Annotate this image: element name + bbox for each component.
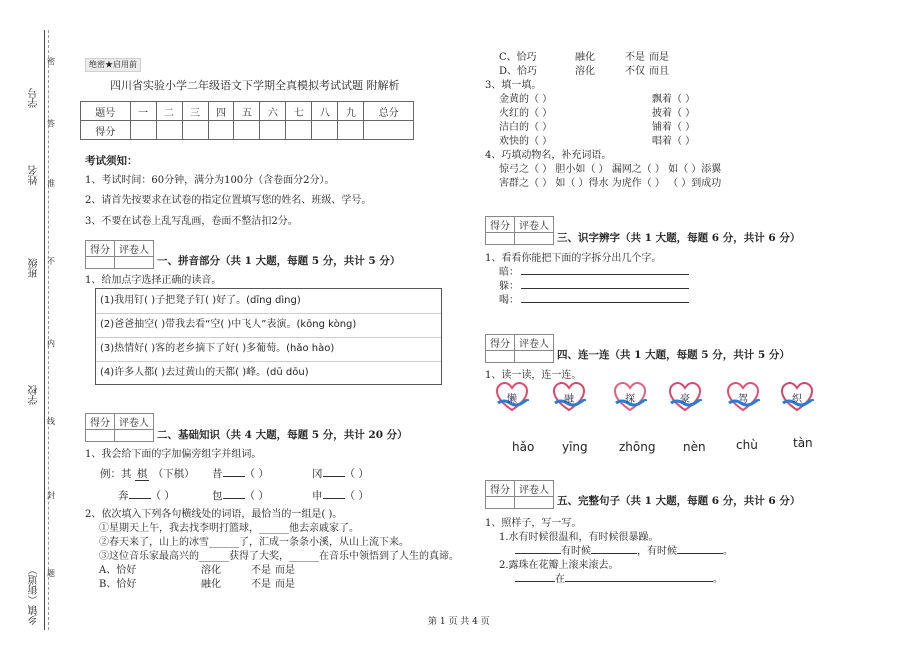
section3-title: 三、识字辨字（共 1 大题，每题 6 分，共计 6 分） bbox=[557, 232, 801, 244]
pinyin-word[interactable]: yīng bbox=[562, 440, 588, 454]
score-cell[interactable] bbox=[182, 121, 208, 140]
label-student-id: 学号 bbox=[29, 88, 40, 108]
section1-title: 一、拼音部分（共 1 大题，每题 5 分，共计 5 分） bbox=[157, 255, 401, 267]
heart-char-label: 驾 bbox=[738, 394, 748, 405]
section1-question: 1、给加点字选择正确的读音。 bbox=[85, 275, 222, 286]
label-name: 姓名 bbox=[29, 165, 40, 185]
grader-reviewer-label: 评卷人 bbox=[115, 241, 154, 257]
grader-score-cell[interactable] bbox=[86, 430, 115, 442]
seal-word: 题 bbox=[47, 569, 55, 578]
page-title: 四川省实验小学二年级语文下学期全真模拟考试试题 附解析 bbox=[110, 79, 400, 92]
score-table-header bbox=[81, 102, 414, 121]
grader-box-2 bbox=[85, 413, 154, 442]
pinyin-word[interactable]: zhōng bbox=[619, 440, 656, 454]
fill-left-item[interactable]: 洁白的（ ） bbox=[499, 122, 553, 133]
section2-title: 二、基础知识（共 4 大题，每题 5 分，共计 20 分） bbox=[157, 429, 408, 441]
radical-item[interactable]: 申 （ ） bbox=[312, 490, 369, 502]
split-char-line[interactable]: 喝： bbox=[499, 296, 689, 306]
grader-score-label: 得分 bbox=[486, 481, 515, 497]
score-header-cell: 九 bbox=[338, 102, 364, 121]
radical-char: 申 bbox=[312, 490, 323, 502]
section5-title: 五、完整句子（共 1 大题，每题 6 分，共计 6 分） bbox=[557, 495, 801, 507]
grader-score-cell[interactable] bbox=[486, 233, 515, 245]
score-header-cell: 八 bbox=[312, 102, 338, 121]
sentence-2: ②春天来了，山上的冰雪______了，汇成一条条小溪，从山上流下来。 bbox=[99, 537, 409, 548]
score-cell[interactable] bbox=[234, 121, 260, 140]
score-cell[interactable] bbox=[130, 121, 156, 140]
section5-question: 1、照样子，写一写。 bbox=[485, 518, 582, 529]
grader-box-4 bbox=[485, 334, 554, 363]
pinyin-word[interactable]: hǎo bbox=[512, 440, 535, 454]
score-table-row bbox=[81, 121, 414, 140]
seal-word: 答 bbox=[47, 119, 55, 128]
score-cell[interactable] bbox=[312, 121, 338, 140]
pinyin-word[interactable]: chù bbox=[736, 438, 758, 452]
imitate-line-2[interactable]: 在 。 bbox=[515, 575, 723, 585]
pinyin-word[interactable]: tàn bbox=[793, 436, 813, 450]
imitate-line-1[interactable]: 有时候 ，有时候 。 bbox=[515, 547, 733, 557]
score-cell[interactable] bbox=[156, 121, 182, 140]
pinyin-row[interactable]: (4)许多人都( )去过黄山的天都( )峰。(dū dōu) bbox=[100, 367, 309, 378]
seal-word: 线 bbox=[47, 417, 55, 426]
seal-word: 准 bbox=[47, 179, 55, 188]
label-class: 班级 bbox=[29, 258, 40, 278]
section2-q2: 2、依次填入下列各句横线处的词语，最恰当的一组是( )。 bbox=[85, 509, 343, 520]
split-char-line[interactable]: 躲： bbox=[499, 282, 689, 292]
radical-char: 冈 bbox=[312, 468, 323, 480]
section4-question: 1、读一读，连一连。 bbox=[485, 370, 582, 381]
score-table bbox=[80, 101, 414, 140]
heart-character-card[interactable] bbox=[495, 381, 529, 413]
heart-char-label: 豪 bbox=[680, 394, 690, 405]
grader-reviewer-cell[interactable] bbox=[115, 257, 154, 269]
grader-score-label: 得分 bbox=[86, 414, 115, 430]
fill-left-item[interactable]: 火红的（ ） bbox=[499, 108, 553, 119]
section2-q1: 1、我会给下面的字加偏旁组字并组词。 bbox=[85, 449, 262, 460]
grader-box-5 bbox=[485, 480, 554, 509]
pinyin-row[interactable]: (2)爸爸抽空( )带我去看“空( )中飞人”表演。(kōng kòng) bbox=[96, 313, 441, 338]
heart-character-card[interactable] bbox=[668, 381, 702, 413]
grader-reviewer-cell[interactable] bbox=[515, 497, 554, 509]
notice-item: 1、考试时间：60分钟，满分为100分（含卷面分2分）。 bbox=[85, 175, 335, 186]
grader-reviewer-label: 评卷人 bbox=[515, 217, 554, 233]
grader-box-1 bbox=[85, 240, 154, 269]
heart-char-label: 探 bbox=[625, 394, 635, 405]
fill-right-item[interactable]: 披着（ ） bbox=[652, 108, 696, 119]
score-header-cell: 三 bbox=[182, 102, 208, 121]
pinyin-row[interactable]: (1)我用钉( )子把凳子钉( )好了。(dīng dìng) bbox=[96, 289, 441, 314]
secret-tag: 绝密★启用前 bbox=[85, 58, 141, 72]
radical-item[interactable]: 奔 （ ） bbox=[118, 490, 175, 502]
idiom-row[interactable]: 害群之（ ） 如（ ）得水 为虎作（ ） （ ）到成功 bbox=[499, 178, 722, 189]
fill-left-item[interactable]: 欢快的（ ） bbox=[499, 136, 553, 147]
notice-item: 3、不要在试卷上乱写乱画，卷面不整洁扣2分。 bbox=[85, 216, 298, 227]
example-word: （下棋） bbox=[152, 468, 195, 480]
grader-score-cell[interactable] bbox=[486, 351, 515, 363]
heart-char-label: 懒 bbox=[507, 394, 517, 405]
score-header-cell: 四 bbox=[208, 102, 234, 121]
pinyin-box bbox=[95, 288, 442, 385]
heart-char-label: 融 bbox=[564, 394, 574, 405]
radical-item[interactable]: 昔 （ ） bbox=[212, 468, 269, 480]
score-cell[interactable] bbox=[286, 121, 312, 140]
grader-reviewer-cell[interactable] bbox=[515, 233, 554, 245]
grader-score-cell[interactable] bbox=[86, 257, 115, 269]
example-sentence-1: 1.水有时候很温和，有时候很暴躁。 bbox=[499, 532, 659, 543]
radical-example bbox=[100, 469, 195, 481]
grader-score-label: 得分 bbox=[86, 241, 115, 257]
fill-left-item[interactable]: 金黄的（ ） bbox=[499, 94, 553, 105]
score-header-cell: 六 bbox=[260, 102, 286, 121]
radical-item[interactable]: 冈 （ ） bbox=[312, 468, 369, 480]
idiom-row[interactable]: 惊弓之（ ） 胆小如（ ） 漏网之（ ） 如（ ）添翼 bbox=[499, 164, 722, 175]
fill-right-item[interactable]: 唱着（ ） bbox=[652, 136, 696, 147]
radical-char: 包 bbox=[212, 490, 223, 502]
score-cell[interactable] bbox=[208, 121, 234, 140]
page-number: 第 1 页 共 4 页 bbox=[428, 617, 490, 627]
example-prefix: 例：其 bbox=[100, 468, 132, 480]
option-d[interactable]: D、恰巧 溶化 不仅 而且 bbox=[499, 66, 669, 77]
fill-question: 3、填一填。 bbox=[485, 80, 542, 91]
example-sentence-2: 2.露珠在花瓣上滚来滚去。 bbox=[499, 560, 619, 571]
fill-right-item[interactable]: 飘着（ ） bbox=[652, 94, 696, 105]
sentence-3: ③这位音乐家最高兴的______获得了大奖，______在音乐中领悟到了人生的真谛。 bbox=[99, 551, 459, 562]
heart-character-card[interactable] bbox=[552, 381, 586, 413]
notice-title: 考试须知： bbox=[85, 155, 138, 167]
grader-reviewer-label: 评卷人 bbox=[515, 335, 554, 351]
grader-score-label: 得分 bbox=[486, 217, 515, 233]
heart-char-label: 织 bbox=[792, 394, 802, 405]
score-header-cell: 题号 bbox=[81, 102, 131, 121]
idiom-question: 4、巧填动物名，补充词语。 bbox=[485, 150, 612, 161]
fill-right-item[interactable]: 铺着（ ） bbox=[652, 122, 696, 133]
grader-score-cell[interactable] bbox=[486, 497, 515, 509]
option-c[interactable]: C、恰巧 融化 不是 而是 bbox=[499, 52, 669, 63]
grader-reviewer-cell[interactable] bbox=[115, 430, 154, 442]
score-cell[interactable] bbox=[260, 121, 286, 140]
score-cell[interactable] bbox=[364, 121, 414, 140]
label-school: 学校 bbox=[29, 385, 40, 405]
example-answer: 棋 bbox=[136, 468, 148, 480]
heart-character-card[interactable] bbox=[726, 381, 760, 413]
seal-word: 内 bbox=[47, 339, 55, 348]
label-township: 乡镇（街道） bbox=[29, 565, 40, 625]
notice-item: 2、请首先按要求在试卷的指定位置填写您的姓名、班级、学号。 bbox=[85, 195, 372, 206]
heart-character-card[interactable] bbox=[613, 381, 647, 413]
score-row-label: 得分 bbox=[81, 121, 131, 140]
seal-word: 不 bbox=[47, 257, 55, 266]
pinyin-row[interactable]: (3)热情好( )客的老乡摘下了好( )多葡萄。(hǎo hào) bbox=[96, 337, 441, 362]
section4-title: 四、连一连（共 1 大题，每题 5 分，共计 5 分） bbox=[557, 349, 790, 361]
grader-reviewer-label: 评卷人 bbox=[115, 414, 154, 430]
score-header-cell: 七 bbox=[286, 102, 312, 121]
score-header-cell: 二 bbox=[156, 102, 182, 121]
option-a[interactable]: A、恰好 溶化 不是 而是 bbox=[99, 565, 295, 576]
score-header-cell: 五 bbox=[234, 102, 260, 121]
grader-reviewer-cell[interactable] bbox=[515, 351, 554, 363]
radical-item[interactable]: 包 （ ） bbox=[212, 490, 269, 502]
grader-box-3 bbox=[485, 216, 554, 245]
seal-word: 封 bbox=[47, 491, 55, 500]
heart-character-card[interactable] bbox=[780, 381, 814, 413]
split-char-line[interactable]: 暗： bbox=[499, 268, 689, 278]
grader-score-label: 得分 bbox=[486, 335, 515, 351]
radical-char: 昔 bbox=[212, 468, 223, 480]
sentence-1: ①星期天上午，我去找李明打篮球，______他去亲戚家了。 bbox=[99, 523, 359, 534]
binding-line bbox=[44, 30, 45, 630]
pinyin-word[interactable]: nèn bbox=[683, 440, 706, 454]
radical-char: 奔 bbox=[118, 490, 129, 502]
section3-question: 1、看看你能把下面的字拆分出几个字。 bbox=[485, 253, 662, 264]
option-b[interactable]: B、恰好 融化 不是 而是 bbox=[99, 579, 295, 590]
seal-word: 密 bbox=[47, 57, 55, 66]
score-header-cell: 总分 bbox=[364, 102, 414, 121]
score-cell[interactable] bbox=[338, 121, 364, 140]
grader-reviewer-label: 评卷人 bbox=[515, 481, 554, 497]
score-header-cell: 一 bbox=[130, 102, 156, 121]
